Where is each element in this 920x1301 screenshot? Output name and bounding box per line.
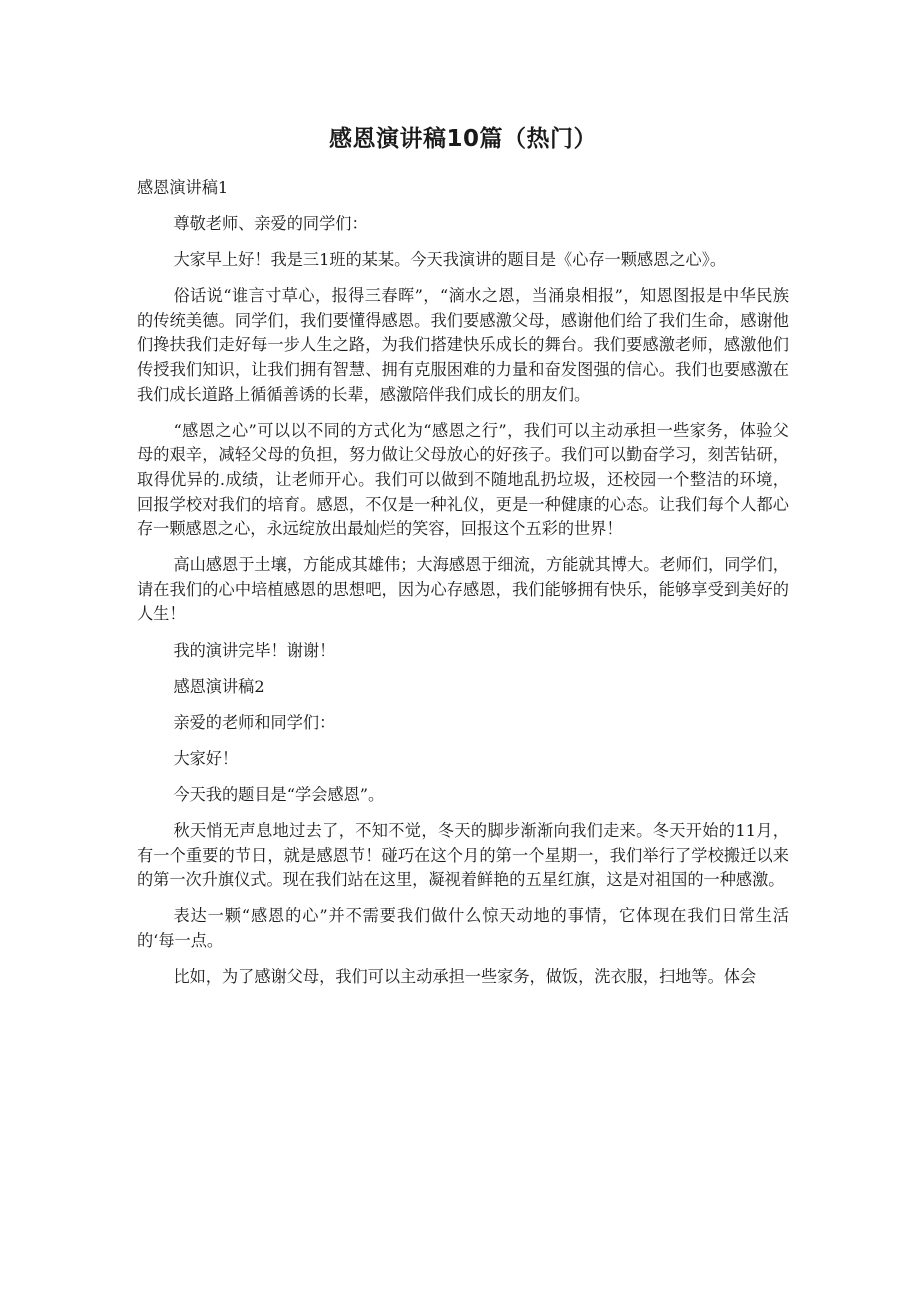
salutation-2: 亲爱的老师和同学们： <box>173 712 336 732</box>
paragraph: 俗话说“谁言寸草心，报得三春晖”，“滴水之恩，当涌泉相报”，知恩图报是中华民族的传统美德。同学们，我们要懂得感恩。我们要感激父母，感谢他们给了我们生命，感谢他们搀扶我们走好每一步人生之路，为我们搭建快乐成长的舞台。我们要感激老师，感激他们传授我们知识，让我们拥有智慧、拥有克服困难的力量和奋发图强的信心。我们也要感激在我们成长道路上循循善诱的长辈，感激陪伴我们成长的朋友们。 <box>137 286 789 404</box>
document-title: 感恩演讲稿10篇（热门） <box>328 126 597 152</box>
paragraph: 秋天悄无声息地过去了，不知不觉，冬天的脚步渐渐向我们走来。冬天开始的11月，有一个重要的节日，就是感恩节！碰巧在这个月的第一个星期一，我们举行了学校搬迁以来的第一次升旗仪式。现在我们站在这里，凝视着鲜艳的五星红旗，这是对祖国的一种感激。 <box>137 820 789 890</box>
paragraph: “感恩之心”可以以不同的方式化为“感恩之行”，我们可以主动承担一些家务，体验父母的艰辛，减轻父母的负担，努力做让父母放心的好孩子。我们可以勤奋学习，刻苦钻研，取得优异的.成绩，让老师开心。我们可以做到不随地乱扔垃圾，还校园一个整洁的环境，回报学校对我们的培育。感恩，不仅是一种礼仪，更是一种健康的心态。让我们每个人都心存一颗感恩之心，永远绽放出最灿烂的笑容，回报这个五彩的世界！ <box>137 420 789 539</box>
paragraph: 我的演讲完毕！谢谢！ <box>173 640 336 660</box>
section-heading-2: 感恩演讲稿2 <box>173 676 265 696</box>
paragraph: 大家好！ <box>173 748 239 768</box>
document-body <box>137 176 789 1001</box>
paragraph: 今天我的题目是“学会感恩”。 <box>173 784 385 804</box>
section-heading-1: 感恩演讲稿1 <box>137 178 229 197</box>
paragraph: 表达一颗“感恩的心”并不需要我们做什么惊天动地的事情，它体现在我们日常生活的‘每一点。 <box>137 906 789 950</box>
salutation-1: 尊敬老师、亲爱的同学们： <box>173 214 368 234</box>
paragraph: 高山感恩于土壤，方能成其雄伟；大海感恩于细流，方能就其博大。老师们，同学们，请在我们的心中培植感恩的思想吧，因为心存感恩，我们能够拥有快乐，能够享受到美好的人生！ <box>137 555 789 624</box>
paragraph: 比如，为了感谢父母，我们可以主动承担一些家务，做饭，洗衣服，扫地等。体会 <box>173 966 757 986</box>
paragraph: 大家早上好！我是三1班的某某。今天我演讲的题目是《心存一颗感恩之心》。 <box>173 250 727 270</box>
